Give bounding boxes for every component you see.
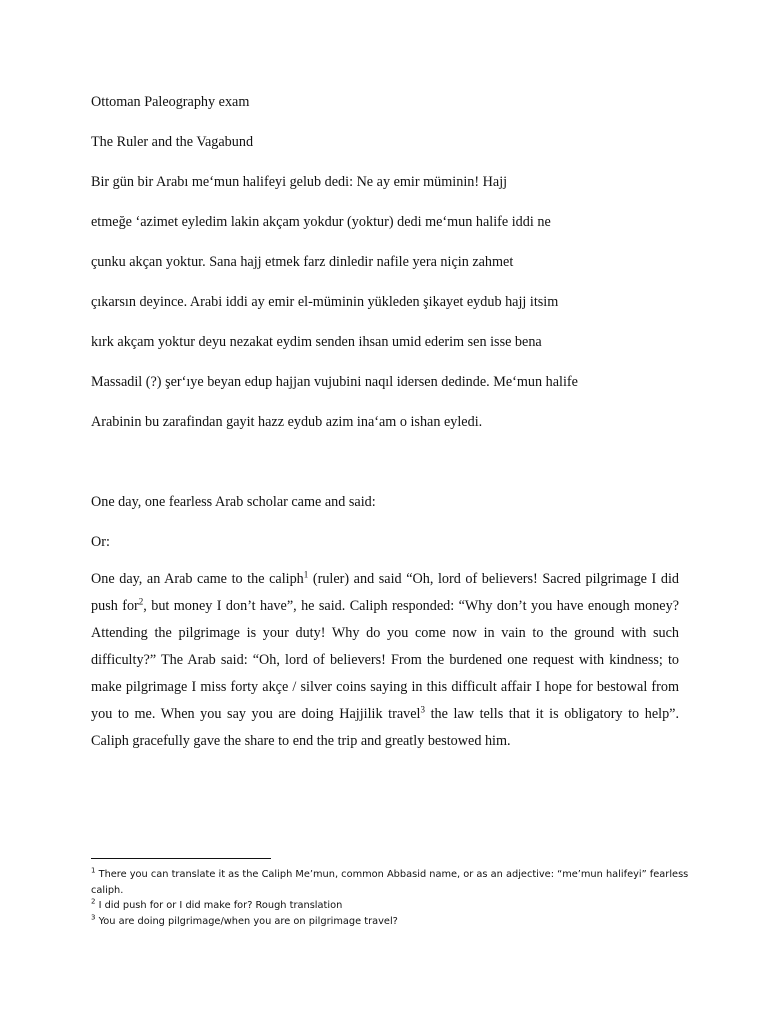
- translation-paragraph: [91, 566, 679, 755]
- footnote-number: 1: [91, 866, 96, 875]
- footnote: [91, 867, 691, 898]
- footnote: [91, 898, 691, 914]
- document-title: Ottoman Paleography exam: [91, 94, 250, 110]
- turkish-line: Massadil (?) şerʻıye beyan edup hajjan vujubini naqıl idersen dedinde. Meʻmun halife: [91, 374, 578, 390]
- footnote-number: 3: [91, 913, 96, 922]
- footnotes: [91, 867, 691, 929]
- turkish-line: çunku akçan yoktur. Sana hajj etmek farz dinledir nafile yera niçin zahmet: [91, 254, 514, 270]
- footnote-text: You are doing pilgrimage/when you are on pilgrimage travel?: [95, 915, 398, 927]
- document-subtitle: The Ruler and the Vagabund: [91, 134, 254, 150]
- turkish-line: etmeğe ʻazimet eyledim lakin akçam yokdur (yoktur) dedi meʻmun halife iddi ne: [91, 214, 551, 230]
- footnote: [91, 914, 691, 930]
- turkish-line: kırk akçam yoktur deyu nezakat eydim senden ihsan umid ederim sen isse bena: [91, 334, 542, 350]
- or-label: Or:: [91, 534, 110, 550]
- paragraph-text: One day, an Arab came to the caliph: [91, 571, 304, 587]
- footnote-text: I did push for or I did make for? Rough translation: [95, 900, 343, 911]
- translation-intro: One day, one fearless Arab scholar came and said:: [91, 494, 376, 510]
- turkish-line: Arabinin bu zarafindan gayit hazz eydub azim inaʻam o ishan eyledi.: [91, 414, 483, 430]
- footnote-reference: 2: [138, 596, 144, 607]
- footnote-reference: 3: [420, 704, 425, 715]
- footnote-number: 2: [91, 897, 96, 906]
- footnote-text: There you can translate it as the Caliph Me’mun, common Abbasid name, or as an adjective: “me’mun halifeyi” fearless caliph.: [91, 869, 689, 896]
- footnote-reference: 1: [303, 569, 309, 580]
- footnote-separator: [91, 858, 271, 859]
- turkish-line: Bir gün bir Arabı meʻmun halifeyi gelub dedi: Ne ay emir müminin! Hajj: [91, 174, 508, 190]
- turkish-line: çıkarsın deyince. Arabi iddi ay emir el-müminin yükleden şikayet eydub hajj itsim: [91, 294, 559, 310]
- paragraph-text: (ruler) and said “Oh, lord of believers! Sacred pilgrimage I did push for: [91, 571, 679, 614]
- paragraph-text: the law tells that it is obligatory to help”. Caliph gracefully gave the share to end the trip and greatly bestowed him.: [91, 706, 680, 749]
- paragraph-text: , but money I don’t have”, he said. Caliph responded: “Why don’t you have enough money? Attending the pilgrimage is your duty! Why do you come now in vain to the ground with such difficulty?” The Arab said: “Oh, lord of believers! From the burdened one request with kindness; to make pilgrimage I miss forty akçe / silver coins saying in this difficult affair I hope for bestowal from you to me. When you say you are doing Hajjilik travel: [91, 598, 679, 722]
